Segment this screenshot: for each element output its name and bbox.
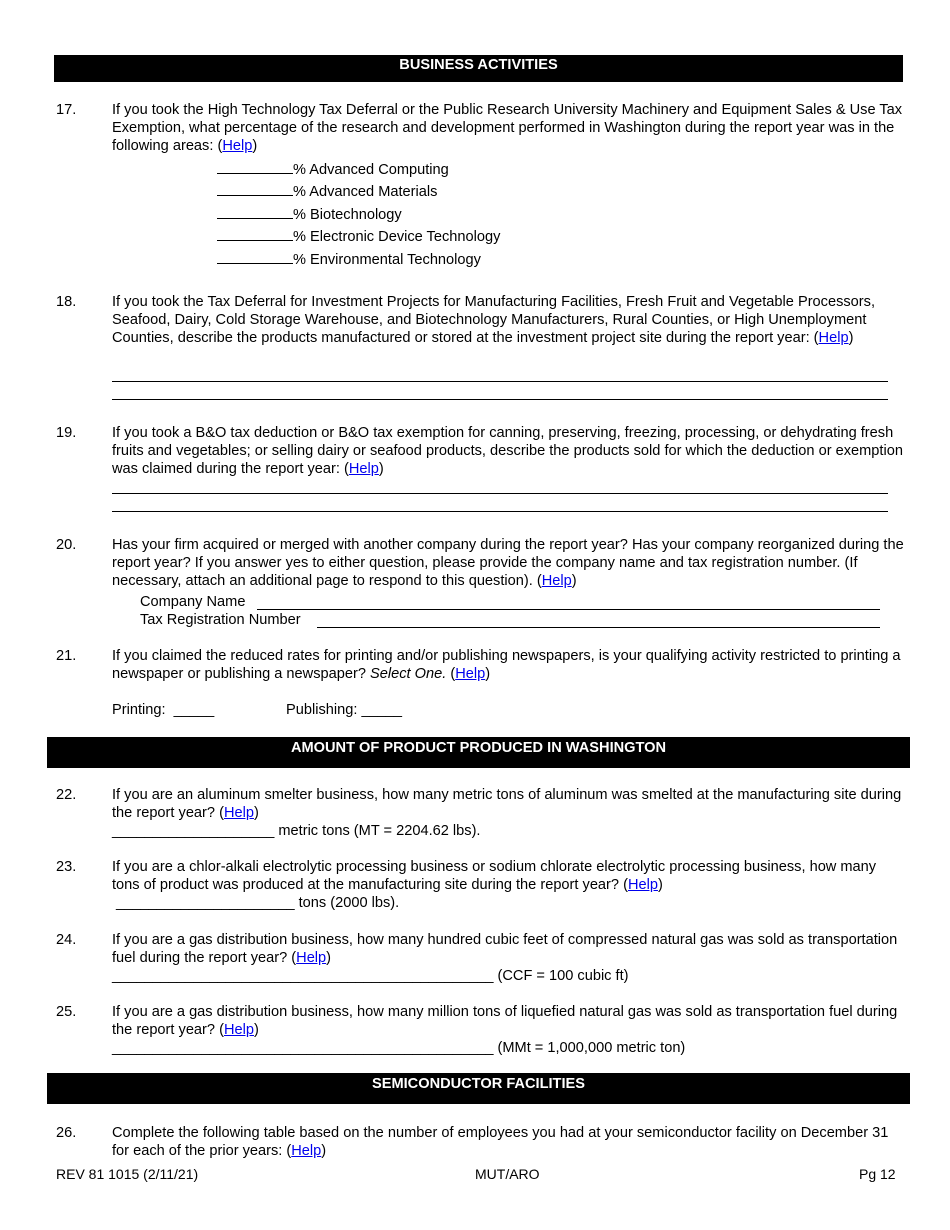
question-text: If you are a chlor-alkali electrolytic processing business or sodium chlorate electrolytic processing business, how many tons of product was produced at the manufacturing site during the report year? (Help) bbox=[112, 859, 877, 893]
question-text: Has your firm acquired or merged with another company during the report year? Has your company reorganized during the report year? If you answer yes to either question, please provide the company name and tax registration number. (If necessary, attach an additional page to respond to this question). (Help) bbox=[112, 537, 904, 589]
question-text: If you are an aluminum smelter business, how many metric tons of aluminum was smelted at the manufacturing site during the report year? (Help) bbox=[112, 787, 902, 821]
footer-center-code: MUT/ARO bbox=[475, 1166, 540, 1182]
question-number: 24. bbox=[56, 932, 77, 948]
question-text: If you are a gas distribution business, how many million tons of liquefied natural gas was sold as transportation fuel during the report year? (Help) bbox=[112, 1004, 898, 1038]
help-link[interactable]: Help bbox=[541, 573, 572, 589]
tax-registration-input[interactable] bbox=[317, 627, 880, 628]
answer-field[interactable]: ____________________ metric tons (MT = 2204.62 lbs). bbox=[112, 823, 481, 839]
question-22 bbox=[56, 786, 906, 840]
percent-input[interactable] bbox=[217, 181, 293, 196]
area-advanced-computing: % Advanced Computing bbox=[217, 159, 449, 179]
question-18 bbox=[56, 293, 906, 347]
printing-blank[interactable]: _____ bbox=[173, 702, 215, 718]
help-link[interactable]: Help bbox=[222, 138, 253, 154]
answer-line-2[interactable] bbox=[112, 511, 888, 512]
percent-input[interactable] bbox=[217, 204, 293, 219]
question-number: 21. bbox=[56, 648, 77, 664]
section-header-semiconductor: SEMICONDUCTOR FACILITIES bbox=[47, 1073, 910, 1104]
question-17 bbox=[56, 101, 906, 155]
answer-field[interactable]: ______________________ tons (2000 lbs). bbox=[116, 895, 400, 911]
area-electronic-device-technology: % Electronic Device Technology bbox=[217, 226, 500, 246]
question-26 bbox=[56, 1124, 906, 1160]
area-advanced-materials: % Advanced Materials bbox=[217, 181, 437, 201]
question-text: If you are a gas distribution business, how many hundred cubic feet of compressed natural gas was sold as transportation fuel during the report year? (Help) bbox=[112, 932, 898, 966]
section-header-business-activities: BUSINESS ACTIVITIES bbox=[54, 55, 903, 82]
answer-field[interactable]: _______________________________________________ (MMt = 1,000,000 metric ton) bbox=[112, 1040, 686, 1056]
question-text: If you took a B&O tax deduction or B&O tax exemption for canning, preserving, freezing, processing, or dehydrating fresh fruits and vegetables; or selling dairy or seafood products, describe the products sold for which the deduction or exemption was claimed during the report year: (Help) bbox=[112, 425, 903, 477]
area-environmental-technology: % Environmental Technology bbox=[217, 249, 481, 269]
question-text: If you took the Tax Deferral for Investment Projects for Manufacturing Facilities, Fresh Fruit and Vegetable Processors, Seafood, Dairy, Cold Storage Warehouse, and Biotechnology Manufacturers, Rural Counties, or High Unemployment Counties, describe the products manufactured or stored at the investment project site during the report year: (Help) bbox=[112, 294, 875, 346]
question-number: 26. bbox=[56, 1125, 77, 1141]
help-link[interactable]: Help bbox=[223, 805, 254, 821]
help-link[interactable]: Help bbox=[818, 330, 849, 346]
question-25 bbox=[56, 1003, 906, 1057]
percent-input[interactable] bbox=[217, 226, 293, 241]
question-number: 22. bbox=[56, 787, 77, 803]
question-24 bbox=[56, 931, 906, 985]
question-20 bbox=[56, 536, 906, 590]
question-19 bbox=[56, 424, 906, 478]
question-text: Complete the following table based on the number of employees you had at your semiconductor facility on December 31 for each of the prior years: (Help) bbox=[112, 1125, 889, 1159]
answer-line-1[interactable] bbox=[112, 381, 888, 382]
question-text: If you took the High Technology Tax Deferral or the Public Research University Machinery and Equipment Sales & Use Tax Exemption, what percentage of the research and development performed in Washington during the report year was in the following areas: (Help) bbox=[112, 102, 903, 154]
section-header-amount-produced: AMOUNT OF PRODUCT PRODUCED IN WASHINGTON bbox=[47, 737, 910, 768]
publishing-blank[interactable]: _____ bbox=[361, 702, 403, 718]
help-link[interactable]: Help bbox=[348, 461, 379, 477]
printing-option[interactable]: Printing: _____ bbox=[112, 702, 215, 718]
help-link[interactable]: Help bbox=[627, 877, 658, 893]
help-link[interactable]: Help bbox=[296, 950, 327, 966]
answer-line-2[interactable] bbox=[112, 399, 888, 400]
question-number: 18. bbox=[56, 294, 77, 310]
question-23 bbox=[56, 858, 906, 912]
percent-input[interactable] bbox=[217, 249, 293, 264]
question-number: 20. bbox=[56, 537, 77, 553]
company-name-input[interactable] bbox=[257, 609, 880, 610]
publishing-option[interactable]: Publishing: _____ bbox=[286, 702, 403, 718]
question-number: 19. bbox=[56, 425, 77, 441]
help-link[interactable]: Help bbox=[223, 1022, 254, 1038]
footer-page-number: Pg 12 bbox=[859, 1166, 896, 1182]
area-biotechnology: % Biotechnology bbox=[217, 204, 402, 224]
question-number: 17. bbox=[56, 102, 77, 118]
question-number: 25. bbox=[56, 1004, 77, 1020]
question-text: If you claimed the reduced rates for printing and/or publishing newspapers, is your qualifying activity restricted to printing a newspaper or publishing a newspaper? Select One. (Help) bbox=[112, 648, 901, 682]
tax-registration-label: Tax Registration Number bbox=[140, 612, 301, 628]
help-link[interactable]: Help bbox=[291, 1143, 322, 1159]
percent-input[interactable] bbox=[217, 159, 293, 174]
footer-form-number: REV 81 1015 (2/11/21) bbox=[56, 1166, 199, 1182]
company-name-label: Company Name bbox=[140, 594, 246, 610]
help-link[interactable]: Help bbox=[455, 666, 486, 682]
question-number: 23. bbox=[56, 859, 77, 875]
answer-line-1[interactable] bbox=[112, 493, 888, 494]
question-21 bbox=[56, 647, 906, 683]
answer-field[interactable]: _______________________________________________ (CCF = 100 cubic ft) bbox=[112, 968, 629, 984]
